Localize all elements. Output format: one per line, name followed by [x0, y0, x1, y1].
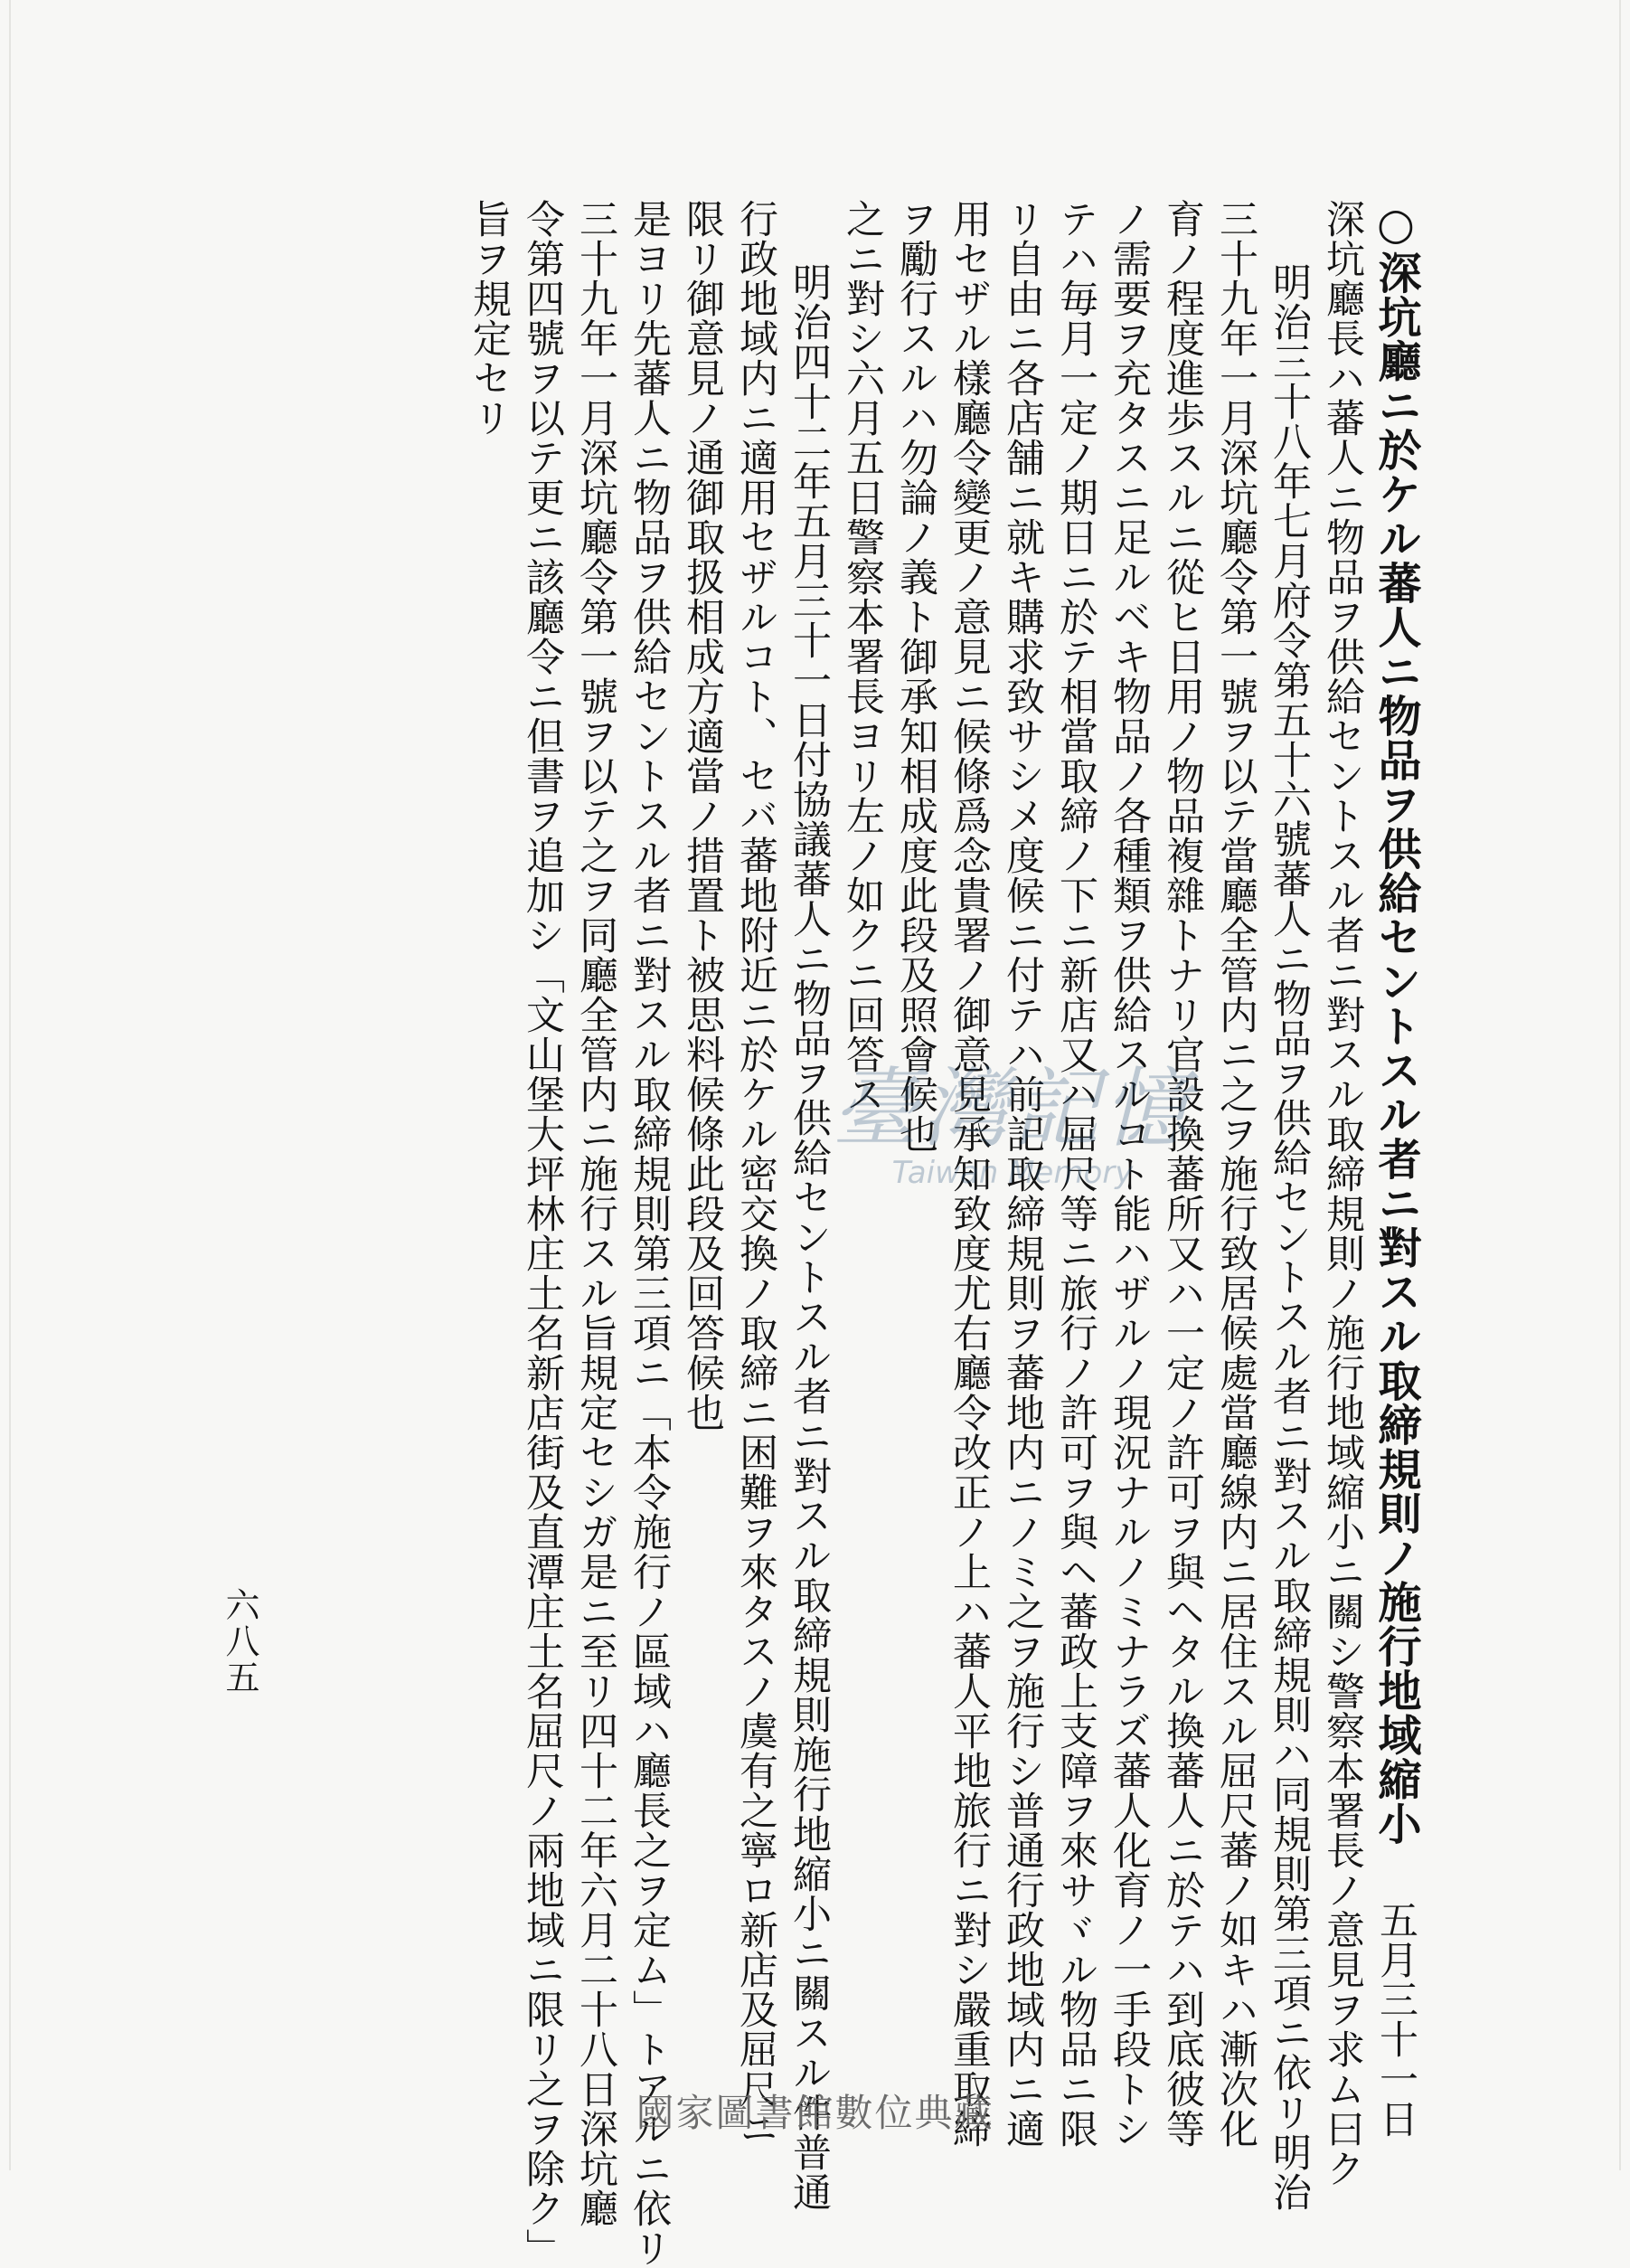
text-column-17: 旨ヲ規定セリ: [466, 199, 512, 438]
text-column-10: 之ニ對シ六月五日警察本署長ヨリ左ノ如クニ回答ス: [840, 199, 885, 1114]
watermark-main-text: 臺灣記憶: [832, 1058, 1193, 1159]
text-column-13: 限リ御意見ノ通御取扱相成方適當ノ措置ト被思料候條此段及回答候也: [680, 199, 725, 1432]
watermark-sub-text: Taiwan Memory: [891, 1155, 1134, 1191]
document-date: 五月三十一日: [1373, 1900, 1418, 2139]
text-column-6: テハ毎月一定ノ期日ニ於テ相當取締ノ下ニ新店又ハ屈尺等ニ旅行ノ許可ヲ與ヘ蕃政上支障ヲ來サヾル物品ニ限: [1053, 199, 1098, 2149]
text-column-16: 令第四號ヲ以テ更ニ該廳令ニ但書ヲ追加シ「文山堡大坪林庄土名新店街及直潭庄土名屈尺ノ兩地域ニ限リ之ヲ除ク」: [520, 199, 565, 2268]
page-number: 六八五: [220, 1587, 259, 1696]
text-column-12: 行政地域内ニ適用セザルコト、セバ蕃地附近ニ於ケル密交換ノ取締ニ困難ヲ來タスノ虞有之寧ロ新店及屈尺ニ: [733, 199, 778, 2149]
text-column-5: ノ需要ヲ充タスニ足ルベキ物品ノ各種類ヲ供給スルコト能ハザルノ現況ナルノミナラズ蕃人化育ノ一手段トシ: [1107, 199, 1152, 2149]
text-column-7: リ自由ニ各店舗ニ就キ購求致サシメ度候ニ付テハ前記取締規則ヲ蕃地内ニノミ之ヲ施行シ普通行政地域内ニ適: [1000, 199, 1045, 2149]
text-column-8: 用セザル樣廳令變更ノ意見ニ候條爲念貴署ノ御意見承知致度尤右廳令改正ノ上ハ蕃人平地旅行ニ對シ嚴重取締: [947, 199, 992, 2149]
text-column-15: 三十九年一月深坑廳令第一號ヲ以テ之ヲ同廳全管内ニ施行スル旨規定セシガ是ニ至リ四十二年六月二十八日深坑廳: [573, 199, 618, 2228]
text-column-4: 育ノ程度進歩スルニ從ヒ日用ノ物品複雜トナリ官設換蕃所又ハ一定ノ許可ヲ與ヘタル換蕃人ニ於テハ到底彼等: [1160, 199, 1205, 2149]
footer-credit: 國家圖書館數位典藏: [636, 2091, 994, 2135]
text-column-2: 明治三十八年七月府令第五十六號蕃人ニ物品ヲ供給セントスル者ニ對スル取締規則ハ同規則第三項ニ依リ明治: [1267, 262, 1312, 2212]
page-border-left: [9, 0, 11, 2170]
text-column-3: 三十九年一月深坑廳令第一號ヲ以テ當廳全管内ニ之ヲ施行致居候處當廳線内ニ居住スル屈尺蕃ノ如キハ漸次化: [1213, 199, 1258, 2149]
text-column-11: 明治四十二年五月三十一日付協議蕃人ニ物品ヲ供給セントスル者ニ對スル取締規則施行地縮小ニ關スル件普通: [787, 262, 832, 2212]
document-title: [1369, 199, 1422, 2139]
text-column-1: 深坑廳長ハ蕃人ニ物品ヲ供給セントスル者ニ對スル取締規則ノ施行地域縮小ニ關シ警察本署長ノ意見ヲ求ム曰ク: [1320, 199, 1365, 2188]
text-column-14: 是ヨリ先蕃人ニ物品ヲ供給セントスル者ニ對スル取締規則第三項ニ「本令施行ノ區域ハ廳長之ヲ定ム」トアルニ依リ: [627, 199, 672, 2268]
title-text: ○深坑廳ニ於ケル蕃人ニ物品ヲ供給セントスル者ニ對スル取締規則ノ施行地域縮小: [1371, 199, 1421, 1846]
page-border-right: [1619, 0, 1621, 2170]
text-column-9: ヲ勵行スルハ勿論ノ義ト御承知相成度此段及照會候也: [893, 199, 938, 1154]
